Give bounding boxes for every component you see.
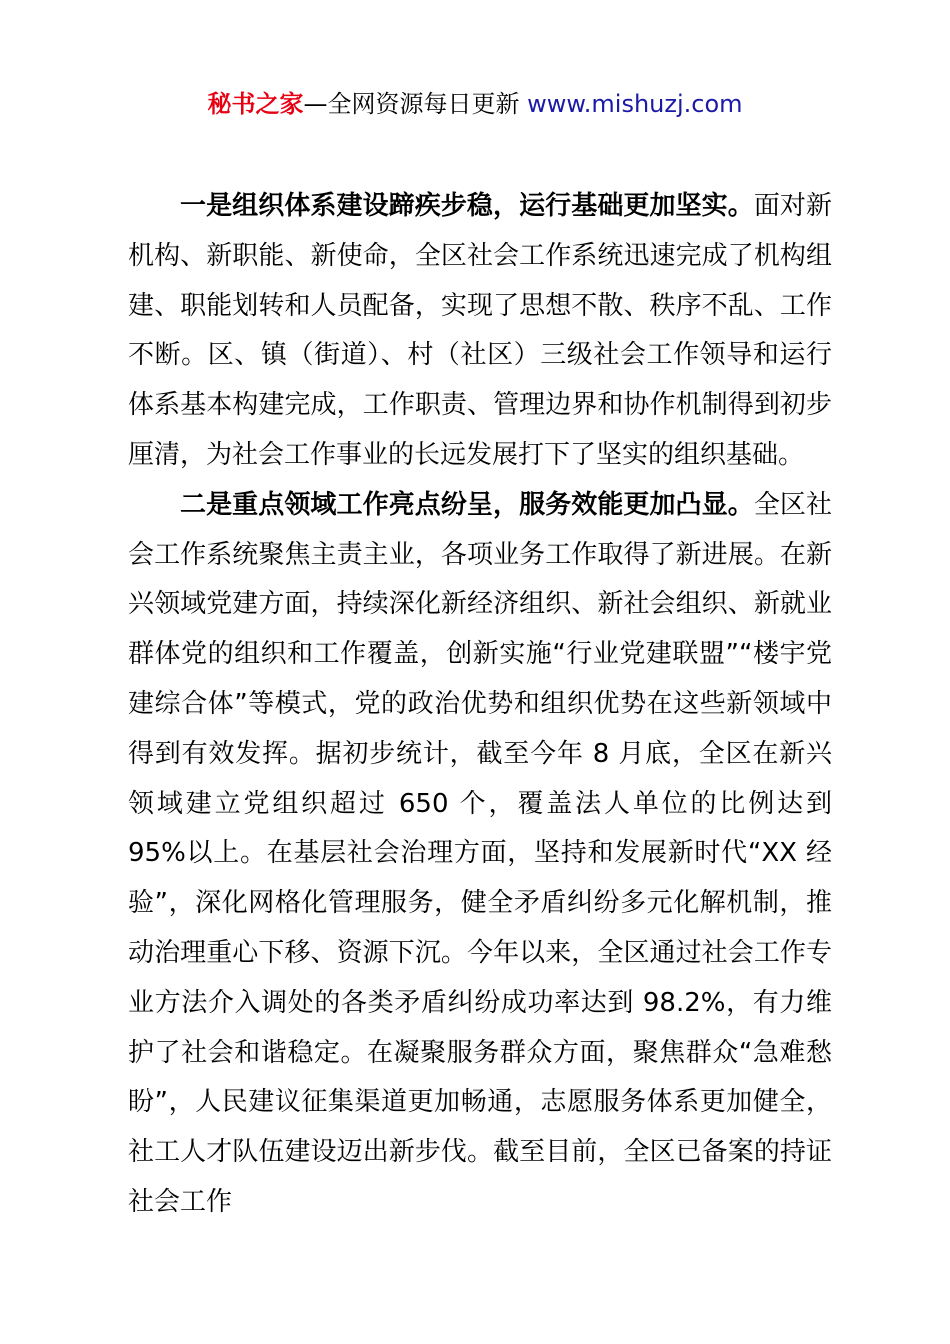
paragraph-key-areas [128,481,832,1228]
paragraph-lead-heading: 二是重点领域工作亮点纷呈，服务效能更加凸显。 [180,489,754,520]
brand-name: 秘书之家 [207,90,304,118]
paragraph-lead-heading: 一是组织体系建设蹄疾步稳，运行基础更加坚实。 [180,191,754,221]
document-body [128,182,832,1228]
paragraph-text: 全区社会工作系统聚焦主责主业，各项业务工作取得了新进展。在新兴领域党建方面，持续深化新经济组织、新社会组织、新就业群体党的组织和工作覆盖，创新实施“行业党建联盟”“楼宇党建综合体”等模式，党的政治优势和组织优势在这些新领域中得到有效发挥。据初步统计，截至今年 8 月底，全区在新兴领域建立党组织超过 650 个，覆盖法人单位的比例达到 95%以上。在基层社会治理方面，坚持和发展新时代“XX 经验”，深化网格化管理服务，健全矛盾纠纷多元化解机制，推动治理重心下移、资源下沉。今年以来，全区通过社会工作专业方法介入调处的各类矛盾纠纷成功率达到 98.2%，有力维护了社会和谐稳定。在凝聚服务群众方面，聚焦群众“急难愁盼”，人民建议征集渠道更加畅通，志愿服务体系更加健全，社工人才队伍建设迈出新步伐。截至目前，全区已备案的持证社会工作 [128,489,832,1217]
page-header [0,84,950,124]
header-url-link[interactable]: www.mishuzj.com [527,90,743,118]
header-slogan: —全网资源每日更新 [303,90,520,118]
paragraph-text: 面对新机构、新职能、新使命，全区社会工作系统迅速完成了机构组建、职能划转和人员配备，实现了思想不散、秩序不乱、工作不断。区、镇（街道）、村（社区）三级社会工作领导和运行体系基本构建完成，工作职责、管理边界和协作机制得到初步厘清，为社会工作事业的长远发展打下了坚实的组织基础。 [128,191,832,470]
paragraph-organization [128,182,832,481]
